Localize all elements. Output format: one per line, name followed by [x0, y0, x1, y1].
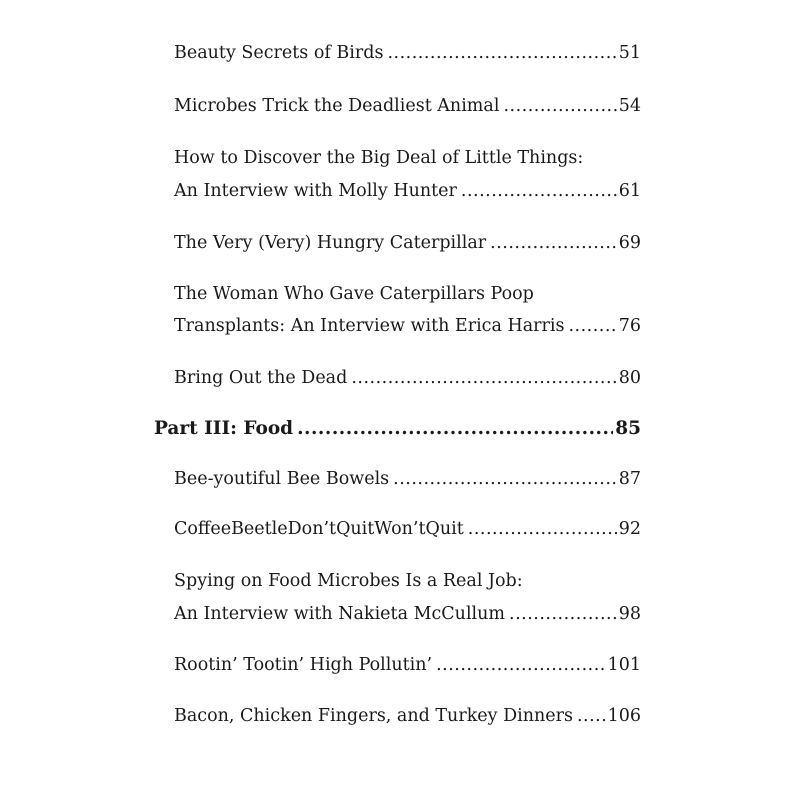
toc-entry-title-line1 [174, 283, 641, 305]
toc-entry-title: Bacon, Chicken Fingers, and Turkey Dinners [174, 706, 573, 726]
toc-entry-title: CoffeeBeetleDon’tQuitWon’tQuit [174, 519, 464, 539]
toc-entry-title: Bee-youtiful Bee Bowels [174, 469, 390, 489]
toc-page-number: 85 [615, 418, 641, 439]
toc-page-number: 54 [618, 96, 641, 116]
toc-entry-title-continued: How to Discover the Big Deal of Little Things: [174, 148, 584, 168]
toc-page-number: 98 [618, 604, 641, 624]
toc-entry-title: Beauty Secrets of Birds [174, 43, 384, 63]
toc-entry-title: The Very (Very) Hungry Caterpillar [174, 233, 487, 253]
dot-leader [490, 232, 617, 254]
toc-entry [174, 232, 641, 254]
toc-entry [174, 705, 641, 727]
toc-entry-title-continued: Spying on Food Microbes Is a Real Job: [174, 571, 523, 591]
toc-page-number: 92 [618, 519, 641, 539]
dot-leader [436, 654, 605, 676]
dot-leader [351, 367, 616, 389]
toc-entry [174, 518, 641, 540]
toc-page-number: 69 [618, 233, 641, 253]
toc-entry [174, 654, 641, 676]
toc-page-number: 61 [618, 181, 641, 201]
dot-leader [387, 42, 616, 64]
toc-entry [174, 315, 641, 337]
toc-entry-title: Microbes Trick the Deadliest Animal [174, 96, 500, 116]
dot-leader [468, 518, 617, 540]
toc-entry [174, 180, 641, 202]
dot-leader [393, 468, 617, 490]
dot-leader [577, 705, 606, 727]
toc-entry-title-line1 [174, 570, 641, 592]
toc-page-number: 76 [618, 316, 641, 336]
toc-entry-title: Transplants: An Interview with Erica Harris [174, 316, 565, 336]
toc-entry-title: Bring Out the Dead [174, 368, 348, 388]
toc-entry-title-continued: The Woman Who Gave Caterpillars Poop [174, 284, 534, 304]
toc-entry-title: An Interview with Molly Hunter [174, 181, 457, 201]
dot-leader [568, 315, 616, 337]
toc-part-title: Part III: Food [154, 418, 294, 439]
dot-leader [503, 95, 616, 117]
toc-entry [174, 367, 641, 389]
dot-leader [509, 603, 617, 625]
toc-part-heading [154, 418, 641, 440]
dot-leader [297, 418, 613, 440]
toc-entry-title-line1 [174, 147, 641, 169]
toc-entry-title: Rootin’ Tootin’ High Pollutin’ [174, 655, 433, 675]
toc-page-number: 87 [618, 469, 641, 489]
toc-entry [174, 468, 641, 490]
toc-page-number: 106 [607, 706, 641, 726]
toc-entry [174, 95, 641, 117]
toc-page-number: 101 [607, 655, 641, 675]
toc-entry-title: An Interview with Nakieta McCullum [174, 604, 506, 624]
toc-entry [174, 42, 641, 64]
toc-entry [174, 603, 641, 625]
toc-page-number: 51 [618, 43, 641, 63]
dot-leader [461, 180, 617, 202]
toc-page-number: 80 [618, 368, 641, 388]
